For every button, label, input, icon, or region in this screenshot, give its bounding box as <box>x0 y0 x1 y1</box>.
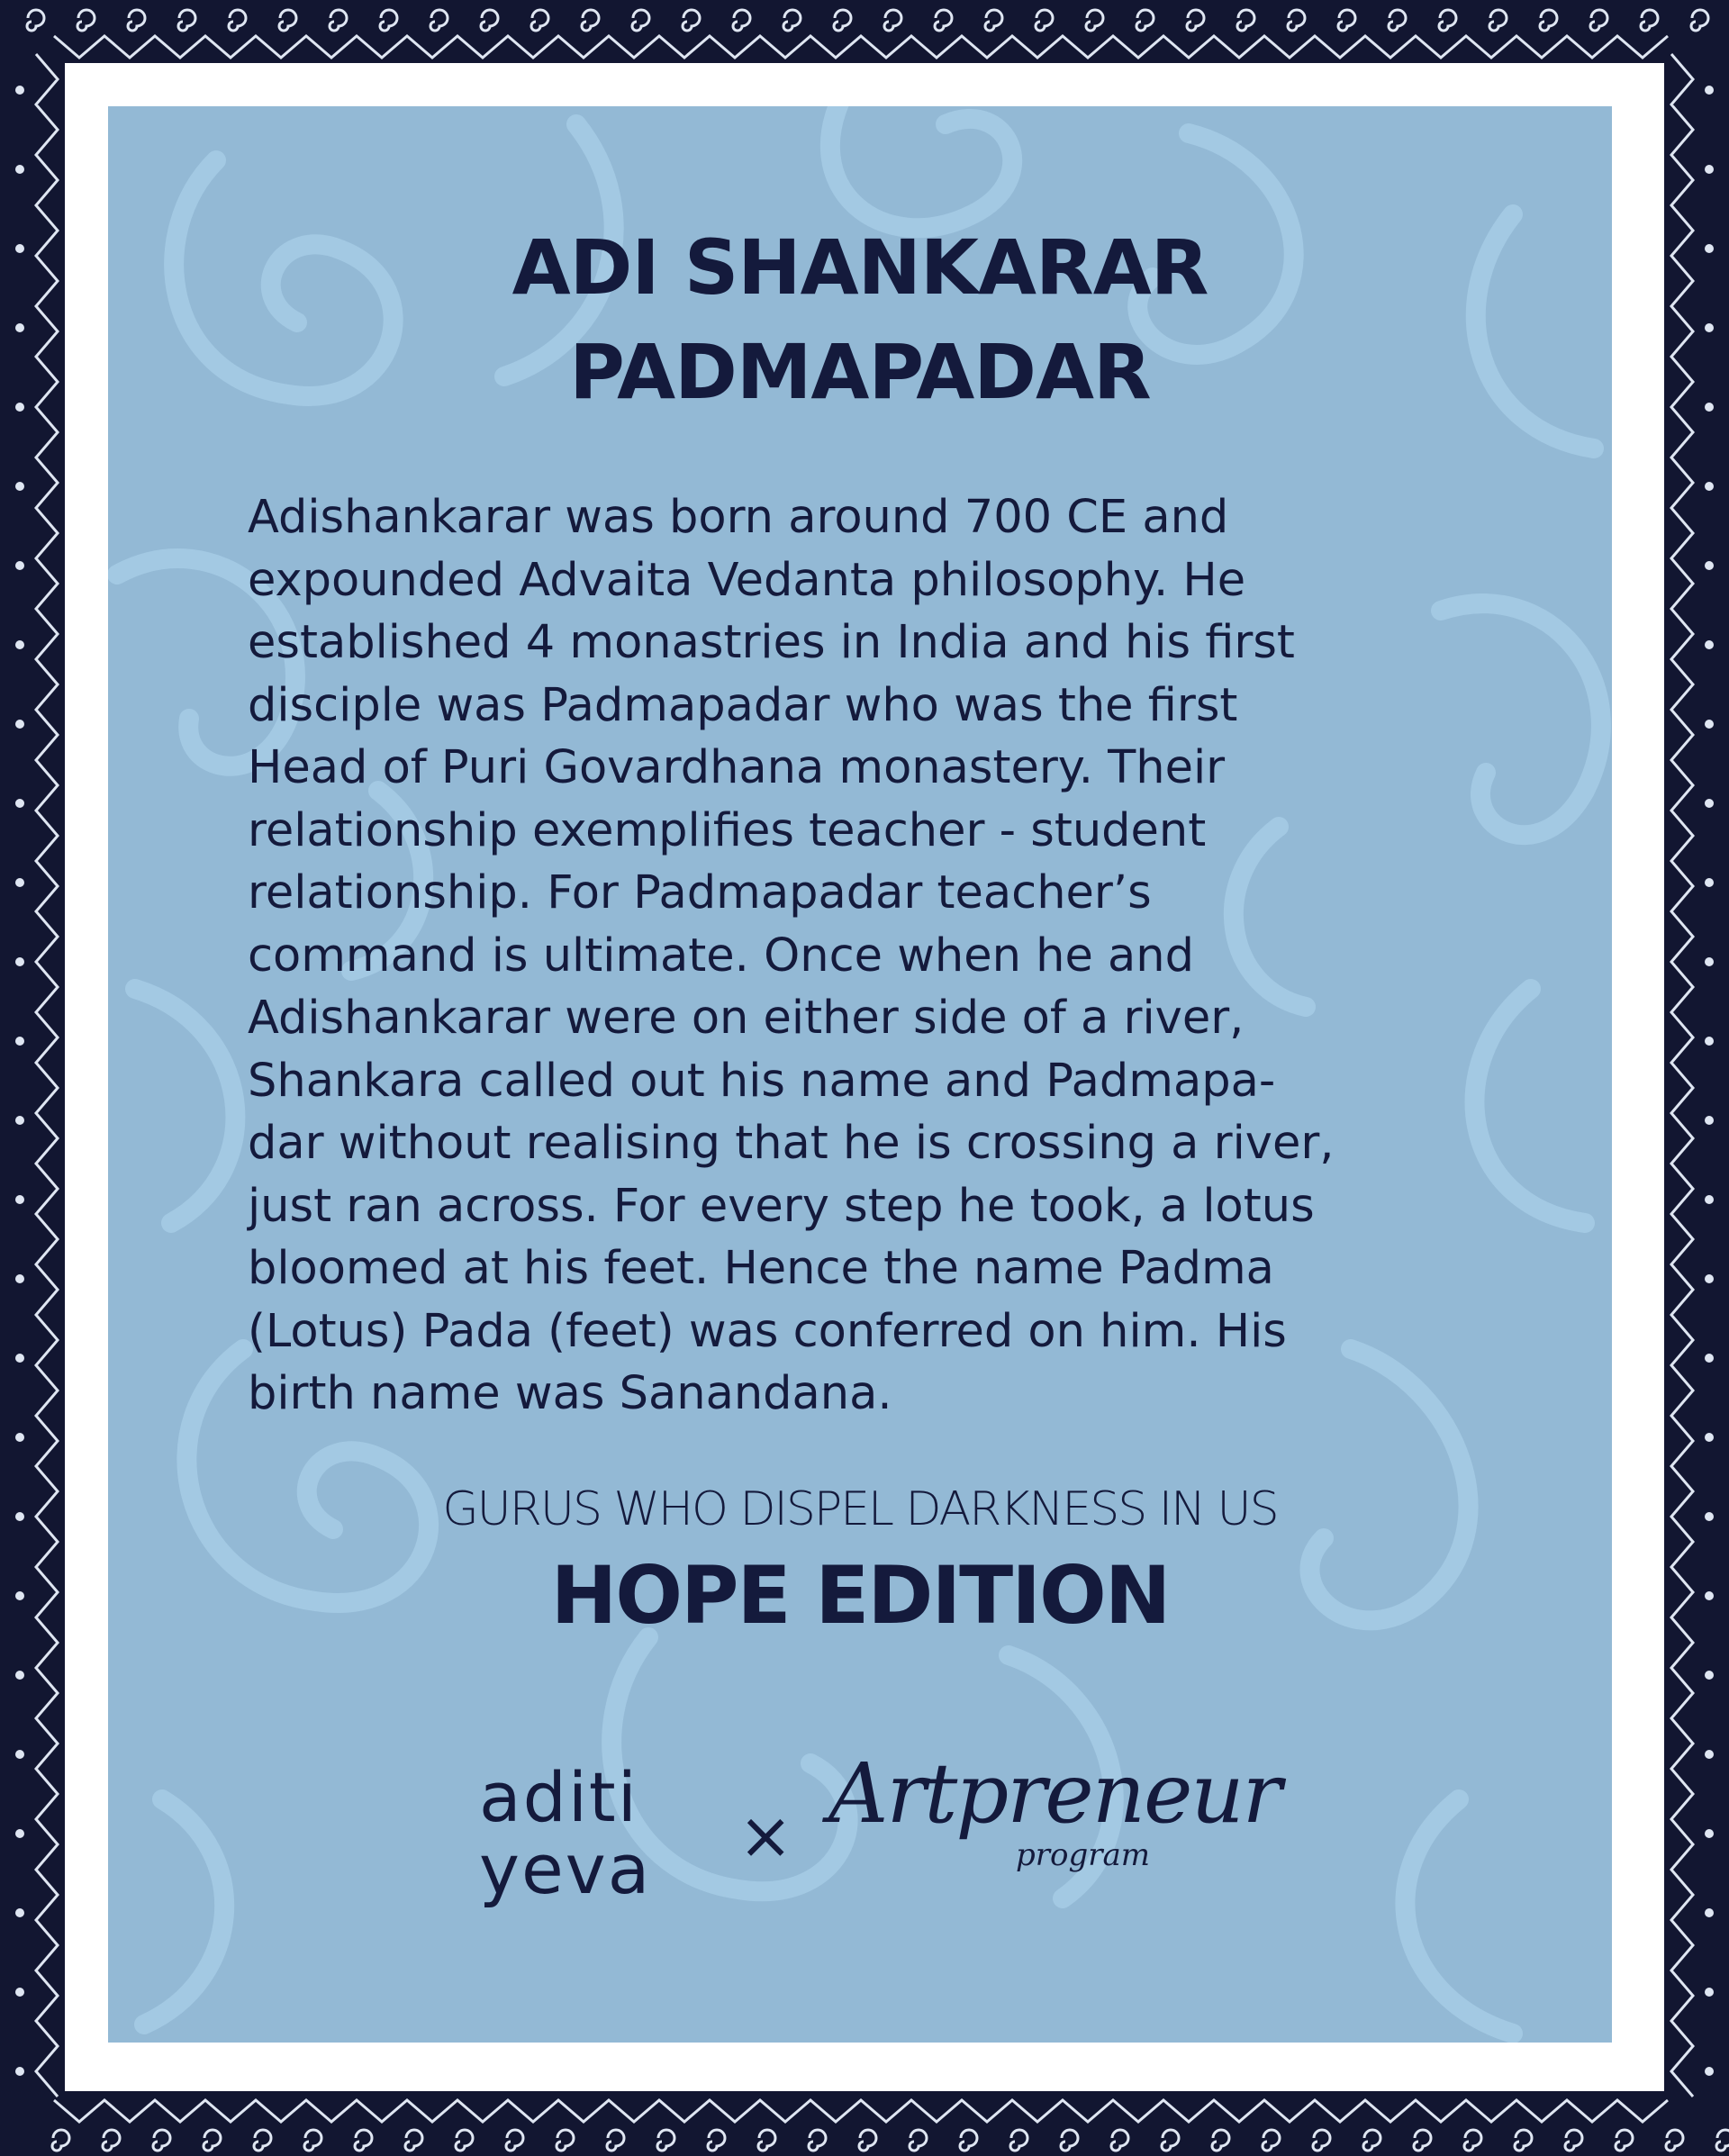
border-spiral <box>834 10 851 31</box>
border-dot <box>15 165 24 174</box>
body-line: dar without realising that he is crossing a river, <box>248 1117 1335 1170</box>
border-dot <box>1705 1195 1714 1204</box>
collaboration-x-icon: × <box>738 1798 793 1873</box>
border-spiral <box>1464 2130 1481 2151</box>
border-dot <box>15 482 24 491</box>
border-spiral <box>1338 10 1355 31</box>
border-dot <box>1705 1750 1714 1759</box>
content-panel <box>108 106 1612 2043</box>
border-dot <box>15 1512 24 1521</box>
border-dot <box>15 1908 24 1917</box>
border-spiral <box>1540 10 1557 31</box>
border-spiral <box>910 2130 927 2151</box>
border-spiral <box>1086 10 1103 31</box>
border-dot <box>1705 720 1714 729</box>
border-spiral <box>204 2130 221 2151</box>
border-dot <box>1705 561 1714 570</box>
biography-text <box>248 486 1526 1426</box>
border-spiral <box>935 10 952 31</box>
border-spiral <box>607 2130 624 2151</box>
series-title: GURUS WHO DISPEL DARKNESS IN US <box>442 1482 1278 1536</box>
zigzag-line <box>54 36 1668 58</box>
border-spiral <box>1187 10 1204 31</box>
border-spiral <box>27 10 44 31</box>
border-spiral <box>1489 10 1507 31</box>
border-dot <box>15 244 24 253</box>
border-spiral <box>1263 2130 1280 2151</box>
border-spiral <box>557 2130 574 2151</box>
border-spiral <box>809 2130 826 2151</box>
border-dot <box>15 1037 24 1046</box>
border-spiral <box>783 10 801 31</box>
border-spiral <box>1162 2130 1179 2151</box>
border-dot <box>1705 1274 1714 1283</box>
border-spiral <box>103 2130 120 2151</box>
border-spiral <box>859 2130 876 2151</box>
artpreneur-subtext: program <box>1016 1837 1151 1873</box>
border-spiral <box>1515 2130 1532 2151</box>
border-spiral <box>153 2130 170 2151</box>
border-dot <box>1705 1988 1714 1997</box>
border-spiral <box>1237 10 1254 31</box>
border-spiral <box>1136 10 1154 31</box>
border-dot <box>15 323 24 332</box>
border-spiral <box>657 2130 674 2151</box>
border-spiral <box>1111 2130 1128 2151</box>
border-spiral <box>1691 10 1708 31</box>
border-spiral <box>1036 10 1053 31</box>
border-spiral <box>456 2130 473 2151</box>
border-dot <box>1705 640 1714 649</box>
border-spiral <box>582 10 599 31</box>
aditi-yeva-logo <box>479 1757 686 1909</box>
border-spiral <box>758 2130 775 2151</box>
border-dot <box>15 1195 24 1204</box>
border-spiral <box>531 10 548 31</box>
border-dot <box>1705 1354 1714 1363</box>
border-dot <box>1705 1116 1714 1125</box>
body-line: just ran across. For every step he took, a lotus <box>248 1179 1315 1233</box>
border-spiral <box>52 2130 69 2151</box>
border-spiral <box>77 10 95 31</box>
border-dot <box>15 561 24 570</box>
edition-title: HOPE EDITION <box>550 1549 1170 1642</box>
title-line-2: PADMAPADAR <box>569 328 1151 416</box>
border-dot <box>15 878 24 887</box>
border-spiral <box>506 2130 523 2151</box>
border-spiral <box>1414 2130 1431 2151</box>
border-dot <box>1705 165 1714 174</box>
border-dot <box>15 799 24 808</box>
border-spiral <box>632 10 649 31</box>
border-spiral <box>960 2130 977 2151</box>
body-line: birth name was Sanandana. <box>248 1367 892 1420</box>
border-dot <box>1705 1829 1714 1838</box>
border-dot <box>15 1591 24 1600</box>
border-dot <box>1705 2067 1714 2076</box>
border-spiral <box>430 10 448 31</box>
body-line: command is ultimate. Once when he and <box>248 929 1195 983</box>
border-spiral <box>254 2130 271 2151</box>
border-dot <box>1705 323 1714 332</box>
border-spiral <box>1565 2130 1582 2151</box>
border-spiral <box>1061 2130 1078 2151</box>
border-spiral <box>1363 2130 1380 2151</box>
border-spiral <box>1666 2130 1683 2151</box>
border-spiral <box>1590 10 1607 31</box>
border-dot <box>1705 86 1714 95</box>
body-line: relationship exemplifies teacher - student <box>248 803 1207 857</box>
border-dot <box>15 1274 24 1283</box>
body-line: disciple was Padmapadar who was the first <box>248 678 1238 732</box>
aditi-logo-line-1: aditi <box>479 1757 638 1837</box>
border-spiral <box>481 10 498 31</box>
border-spiral <box>1389 10 1406 31</box>
border-spiral <box>1616 2130 1633 2151</box>
border-dot <box>1705 1037 1714 1046</box>
aditi-logo-line-2: yeva <box>479 1829 652 1909</box>
border-spiral <box>985 10 1002 31</box>
border-dot <box>15 640 24 649</box>
border-spiral <box>279 10 296 31</box>
border-dot <box>1705 1591 1714 1600</box>
border-dot <box>15 957 24 966</box>
artpreneur-program-logo <box>828 1745 1281 1898</box>
border-spiral <box>128 10 145 31</box>
border-dot <box>1705 799 1714 808</box>
border-spiral <box>178 10 195 31</box>
border-spiral <box>733 10 750 31</box>
artpreneur-wordmark: Artpreneur <box>828 1745 1281 1842</box>
border-dot <box>15 1116 24 1125</box>
border-dot <box>15 1354 24 1363</box>
border-spiral <box>1439 10 1456 31</box>
border-spiral <box>1212 2130 1229 2151</box>
body-line: relationship. For Padmapadar teacher’s <box>248 866 1152 919</box>
body-line: bloomed at his feet. Hence the name Padma <box>248 1242 1274 1295</box>
border-spiral <box>380 10 397 31</box>
border-dot <box>1705 1512 1714 1521</box>
zigzag-line <box>1671 54 1693 2097</box>
border-dot <box>1705 957 1714 966</box>
zigzag-line <box>54 2100 1668 2122</box>
border-dot <box>1705 244 1714 253</box>
border-spiral <box>1288 10 1305 31</box>
border-spiral <box>355 2130 372 2151</box>
border-spiral <box>1716 2130 1729 2151</box>
border-spiral <box>708 2130 725 2151</box>
border-dot <box>15 1750 24 1759</box>
border-spiral <box>229 10 246 31</box>
border-dot <box>1705 878 1714 887</box>
border-dot <box>1705 1433 1714 1442</box>
border-spiral <box>405 2130 422 2151</box>
border-spiral <box>1313 2130 1330 2151</box>
border-dot <box>15 1988 24 1997</box>
title-line-1: ADI SHANKARAR <box>511 223 1208 312</box>
border-dot <box>1705 482 1714 491</box>
body-line: Head of Puri Govardhana monastery. Their <box>248 741 1226 794</box>
body-line: expounded Advaita Vedanta philosophy. He <box>248 553 1246 607</box>
border-dot <box>15 2067 24 2076</box>
body-line: (Lotus) Pada (feet) was conferred on him. His <box>248 1304 1287 1358</box>
border-spiral <box>330 10 347 31</box>
border-spiral <box>1641 10 1658 31</box>
zigzag-line <box>36 54 58 2097</box>
border-dot <box>15 1671 24 1680</box>
border-dot <box>1705 1908 1714 1917</box>
border-dot <box>15 1829 24 1838</box>
body-line: established 4 monastries in India and his first <box>248 616 1295 669</box>
body-line: Shankara called out his name and Padmapa- <box>248 1054 1276 1108</box>
border-spiral <box>884 10 901 31</box>
border-dot <box>1705 403 1714 412</box>
border-dot <box>1705 1671 1714 1680</box>
border-dot <box>15 1433 24 1442</box>
border-spiral <box>1010 2130 1027 2151</box>
border-spiral <box>683 10 700 31</box>
body-line: Adishankarar were on either side of a river, <box>248 992 1245 1045</box>
body-line: Adishankarar was born around 700 CE and <box>248 491 1229 544</box>
border-dot <box>15 720 24 729</box>
border-dot <box>15 86 24 95</box>
border-dot <box>15 403 24 412</box>
border-spiral <box>304 2130 321 2151</box>
poster-content <box>108 106 1612 2043</box>
